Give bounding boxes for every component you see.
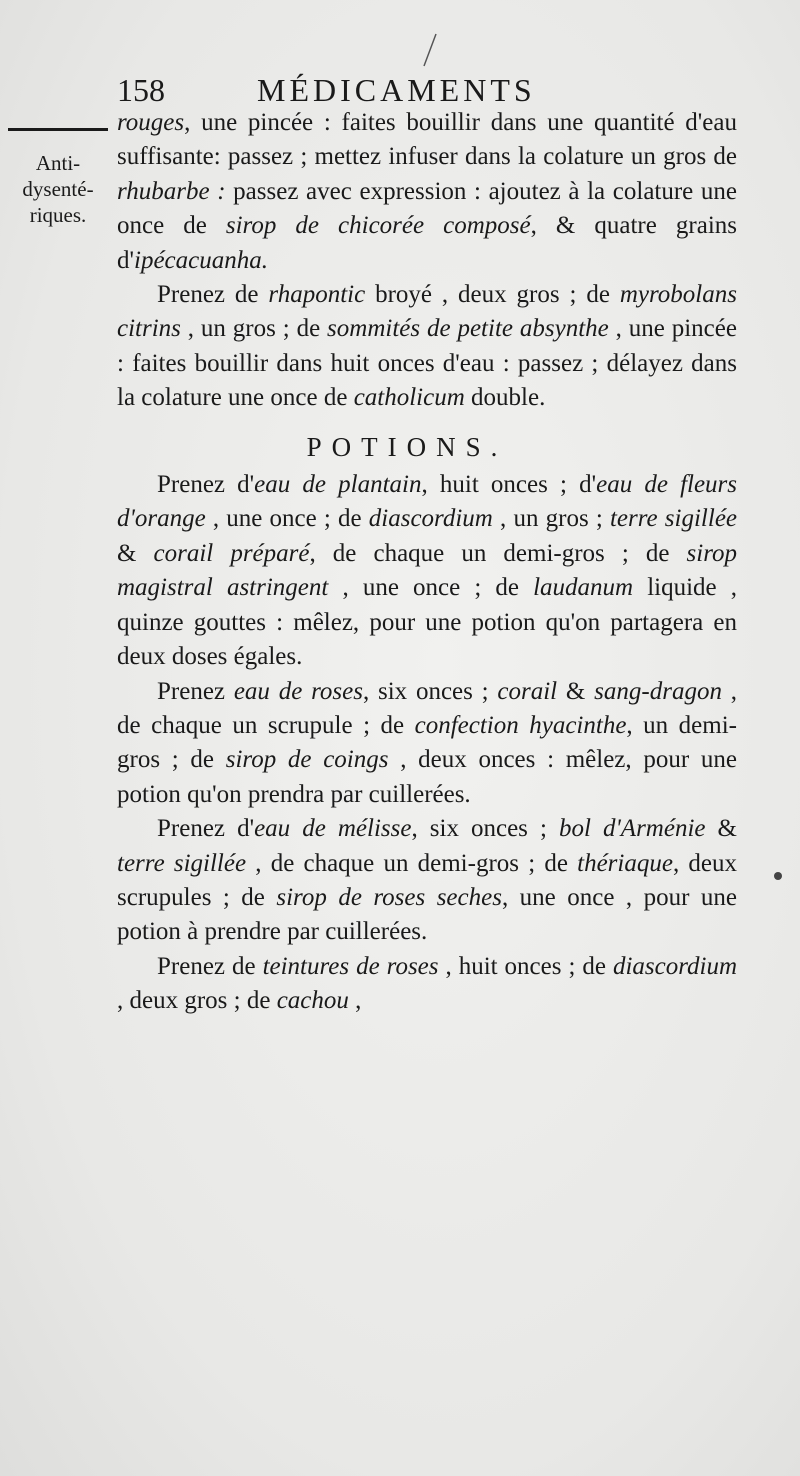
paragraph <box>117 675 737 813</box>
text-run: , de chaque un demi-gros ; de <box>246 849 578 877</box>
italic-term: diascordium <box>612 952 738 980</box>
margin-note-line: riques. <box>29 203 87 227</box>
stray-mark <box>420 30 440 70</box>
italic-term: eau de roses <box>233 677 363 705</box>
italic-term: myrobolans citrins <box>117 281 737 343</box>
italic-term: sang-dragon <box>594 677 722 705</box>
text-run: , huit onces ; d' <box>421 471 597 499</box>
text-run: & <box>117 539 154 567</box>
text-run: , six onces ; <box>362 677 498 705</box>
paragraph <box>117 812 737 950</box>
text-run: broyé , deux gros ; de <box>365 281 620 309</box>
italic-term: diascordium <box>368 505 493 533</box>
text-run: , huit onces ; de <box>438 952 613 980</box>
margin-note-line: dysenté- <box>22 177 94 201</box>
italic-term: sommités de petite absynthe <box>327 315 609 343</box>
italic-term: eau de mélisse <box>254 815 412 843</box>
text-run: , un gros ; de <box>180 315 328 343</box>
italic-term: sirop de roses seches <box>276 883 502 911</box>
italic-term: confection hyacinthe <box>414 711 627 739</box>
italic-term: sirop magistral astringent <box>117 539 738 602</box>
italic-term: sirop de chicorée composé <box>225 212 531 240</box>
italic-term: teintures de roses <box>262 952 439 980</box>
section-heading: POTIONS. <box>306 431 508 462</box>
italic-term: thériaque <box>577 849 673 877</box>
italic-term: terre sigillée <box>609 505 738 533</box>
text-run: , deux scrupules ; de <box>117 849 737 911</box>
paragraph <box>117 468 737 674</box>
italic-term: cachou <box>276 987 349 1015</box>
margin-note-line: Anti- <box>35 151 81 175</box>
text-run: , une pincée : faites bouillir dans huit onces d'eau : passez ; délayez dans la colature une once de <box>117 315 737 412</box>
italic-term: rhubarbe : <box>117 177 226 205</box>
text-run: & <box>705 815 737 843</box>
text-run: & <box>557 677 595 705</box>
text-run: Prenez <box>157 677 234 705</box>
paragraph <box>117 106 737 278</box>
text-run: Prenez d' <box>157 815 255 843</box>
text-run: , une once ; de <box>205 505 369 533</box>
running-title: MÉDICAMENTS <box>257 72 536 108</box>
margin-note <box>4 150 112 228</box>
paragraph <box>117 950 737 1019</box>
text-run: , de chaque un scrupule ; de <box>117 677 737 739</box>
text-run: , un gros ; <box>492 505 610 533</box>
ink-spot <box>770 868 786 884</box>
italic-term: rhapontic <box>268 281 366 309</box>
italic-term: catholicum <box>353 384 465 412</box>
italic-term: eau de fleurs d'orange <box>117 471 738 533</box>
text-run: , de chaque un demi-gros ; de <box>309 539 687 567</box>
text-run: , <box>348 987 362 1015</box>
italic-term: eau de plantain <box>254 471 422 499</box>
italic-term: laudanum <box>533 574 634 602</box>
italic-term: bol d'Arménie <box>558 815 706 843</box>
text-run: liquide , quinze gouttes : mêlez, pour une potion qu'on partagera en deux doses égales. <box>117 574 737 671</box>
page-number: 158 <box>117 72 165 108</box>
italic-term: corail préparé <box>153 539 310 567</box>
text-run: double. <box>464 384 546 412</box>
text-run: Prenez de <box>157 952 263 980</box>
italic-term: rouges <box>117 109 185 136</box>
text-run: , deux onces : mêlez, pour une potion qu'on prendra par cuillerées. <box>117 746 737 808</box>
text-run: , une once ; de <box>328 574 534 602</box>
margin-rule <box>8 128 108 131</box>
italic-term: terre sigillée <box>117 849 247 877</box>
italic-term: sirop de coings <box>225 746 389 774</box>
text-run: , deux gros ; de <box>117 987 277 1015</box>
italic-term: corail <box>497 677 558 705</box>
body-text <box>117 106 737 1019</box>
text-run: , & quatre grains d' <box>117 212 737 274</box>
text-run: Prenez de <box>157 281 269 309</box>
text-run: , une pincée : faites bouillir dans une quantité d'eau suffisante: passez ; mettez infuser dans la colature un gros de <box>117 109 737 171</box>
paragraph <box>117 278 737 416</box>
text-run: , un demi-gros ; de <box>117 711 737 774</box>
text-run: , une once , pour une potion à prendre par cuillerées. <box>117 883 737 946</box>
text-run: , six onces ; <box>411 815 559 843</box>
text-run: Prenez d' <box>157 471 255 499</box>
text-run: passez avec expression : ajoutez à la colature une once de <box>117 177 737 240</box>
italic-term: ipécacuanha. <box>134 246 268 274</box>
